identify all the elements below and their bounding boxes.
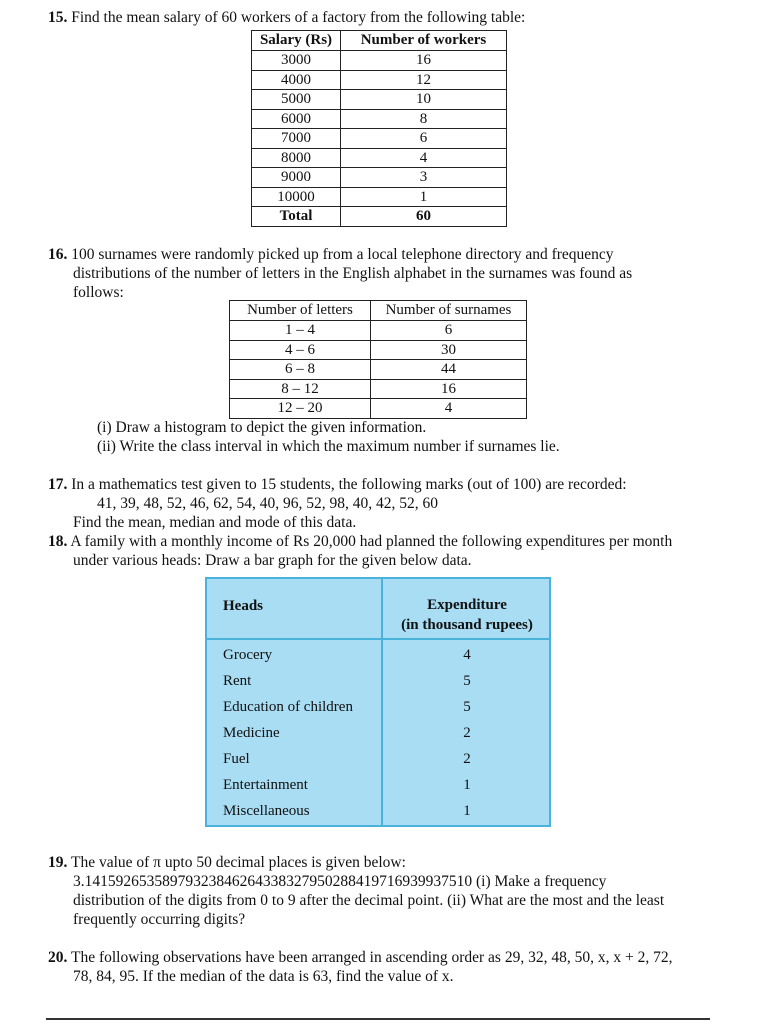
table-header: Number of letters (230, 301, 371, 321)
question-text: follows: (73, 284, 124, 301)
table-cell: 3000 (252, 51, 341, 71)
table-cell: 12 (341, 70, 507, 90)
table-row (252, 90, 507, 110)
table-cell: 1 – 4 (230, 321, 371, 341)
table-cell: 30 (371, 340, 527, 360)
head-cell: Fuel (223, 751, 250, 767)
total-row (252, 207, 507, 227)
table-row (230, 360, 527, 380)
table-row (230, 321, 527, 341)
question-number: 17. (48, 476, 68, 493)
table-cell: 8000 (252, 148, 341, 168)
question-number: 18. (48, 533, 68, 550)
expenditure-row (207, 721, 549, 747)
table-cell: 8 – 12 (230, 379, 371, 399)
value-cell: 4 (463, 647, 471, 663)
question-17 (48, 475, 627, 494)
table-row (230, 340, 527, 360)
table-row (252, 148, 507, 168)
table-row (252, 51, 507, 71)
table-cell: Total (252, 207, 341, 227)
head-cell: Medicine (223, 725, 280, 741)
salary-table (251, 30, 507, 227)
table-cell: 10000 (252, 187, 341, 207)
expenditure-row (207, 799, 549, 825)
question-15 (48, 8, 525, 27)
question-part: (i) Draw a histogram to depict the given information. (97, 419, 427, 436)
question-part: (ii) Write the class interval in which the maximum number if surnames lie. (97, 438, 560, 455)
table-header: Number of surnames (371, 301, 527, 321)
table-cell: 6 (371, 321, 527, 341)
head-cell: Rent (223, 673, 252, 689)
table-header: Salary (Rs) (252, 31, 341, 51)
question-text: 78, 84, 95. If the median of the data is 63, find the value of x. (73, 968, 454, 985)
expenditure-row (207, 773, 549, 799)
value-cell: 5 (463, 699, 471, 715)
table-cell: 16 (341, 51, 507, 71)
question-18 (48, 532, 672, 551)
question-19 (48, 853, 406, 872)
table-cell: 1 (341, 187, 507, 207)
table-cell: 4 – 6 (230, 340, 371, 360)
table-cell: 9000 (252, 168, 341, 188)
heads-header: Heads (223, 598, 264, 614)
expenditure-row (207, 669, 549, 695)
table-cell: 10 (341, 90, 507, 110)
marks-list: 41, 39, 48, 52, 46, 62, 54, 40, 96, 52, 98, 40, 42, 52, 60 (97, 495, 438, 512)
table-row (252, 187, 507, 207)
expenditure-table (205, 577, 551, 827)
table-row (252, 70, 507, 90)
table-cell: 12 – 20 (230, 399, 371, 419)
question-text: frequently occurring digits? (73, 911, 246, 928)
value-cell: 5 (463, 673, 471, 689)
table-cell: 6000 (252, 109, 341, 129)
header-divider (207, 638, 549, 640)
expenditure-row (207, 747, 549, 773)
question-number: 16. (48, 246, 68, 263)
head-cell: Education of children (223, 699, 353, 715)
value-cell: 1 (463, 803, 471, 819)
head-cell: Miscellaneous (223, 803, 310, 819)
question-text: Find the mean, median and mode of this data. (73, 514, 357, 531)
table-cell: 3 (341, 168, 507, 188)
head-cell: Entertainment (223, 777, 308, 793)
table-cell: 5000 (252, 90, 341, 110)
question-text: Find the mean salary of 60 workers of a factory from the following table: (71, 9, 526, 26)
table-cell: 8 (341, 109, 507, 129)
table-row (252, 109, 507, 129)
table-row (230, 399, 527, 419)
question-number: 15. (48, 9, 68, 26)
table-row (252, 129, 507, 149)
head-cell: Grocery (223, 647, 273, 663)
table-cell: 60 (341, 207, 507, 227)
question-16 (48, 245, 614, 264)
question-text: The following observations have been arranged in ascending order as 29, 32, 48, 50, x, x + 2, 72, (70, 949, 673, 966)
value-cell: 2 (463, 725, 471, 741)
question-text: In a mathematics test given to 15 students, the following marks (out of 100) are recorded: (71, 476, 627, 493)
question-number: 19. (48, 854, 68, 871)
letters-table (229, 300, 527, 419)
value-cell: 1 (463, 777, 471, 793)
table-cell: 4 (371, 399, 527, 419)
question-text: under various heads: Draw a bar graph for the given below data. (73, 552, 472, 569)
value-cell: 2 (463, 751, 471, 767)
pi-digits: 3.14159265358979323846264338327950288419716939937510 (i) Make a frequency (73, 873, 607, 890)
question-number: 20. (48, 949, 68, 966)
table-header: Number of workers (341, 31, 507, 51)
question-text: distributions of the number of letters in the English alphabet in the surnames was found as (73, 265, 633, 282)
expenditure-row (207, 695, 549, 721)
footer-rule (46, 1018, 710, 1020)
expenditure-row (207, 643, 549, 669)
table-cell: 16 (371, 379, 527, 399)
table-cell: 4000 (252, 70, 341, 90)
question-text: The value of π upto 50 decimal places is given below: (70, 854, 406, 871)
question-text: distribution of the digits from 0 to 9 after the decimal point. (ii) What are the most and the least (73, 892, 665, 909)
expenditure-header (383, 595, 551, 635)
expenditure-header-unit: (in thousand rupees) (401, 617, 533, 633)
table-cell: 44 (371, 360, 527, 380)
table-cell: 6 – 8 (230, 360, 371, 380)
question-text: 100 surnames were randomly picked up from a local telephone directory and frequency (71, 246, 614, 263)
table-cell: 4 (341, 148, 507, 168)
table-cell: 7000 (252, 129, 341, 149)
table-row (252, 168, 507, 188)
question-20 (48, 948, 672, 967)
table-cell: 6 (341, 129, 507, 149)
expenditure-header-line: Expenditure (427, 597, 507, 613)
question-text: A family with a monthly income of Rs 20,000 had planned the following expenditures per month (70, 533, 673, 550)
table-row (230, 379, 527, 399)
